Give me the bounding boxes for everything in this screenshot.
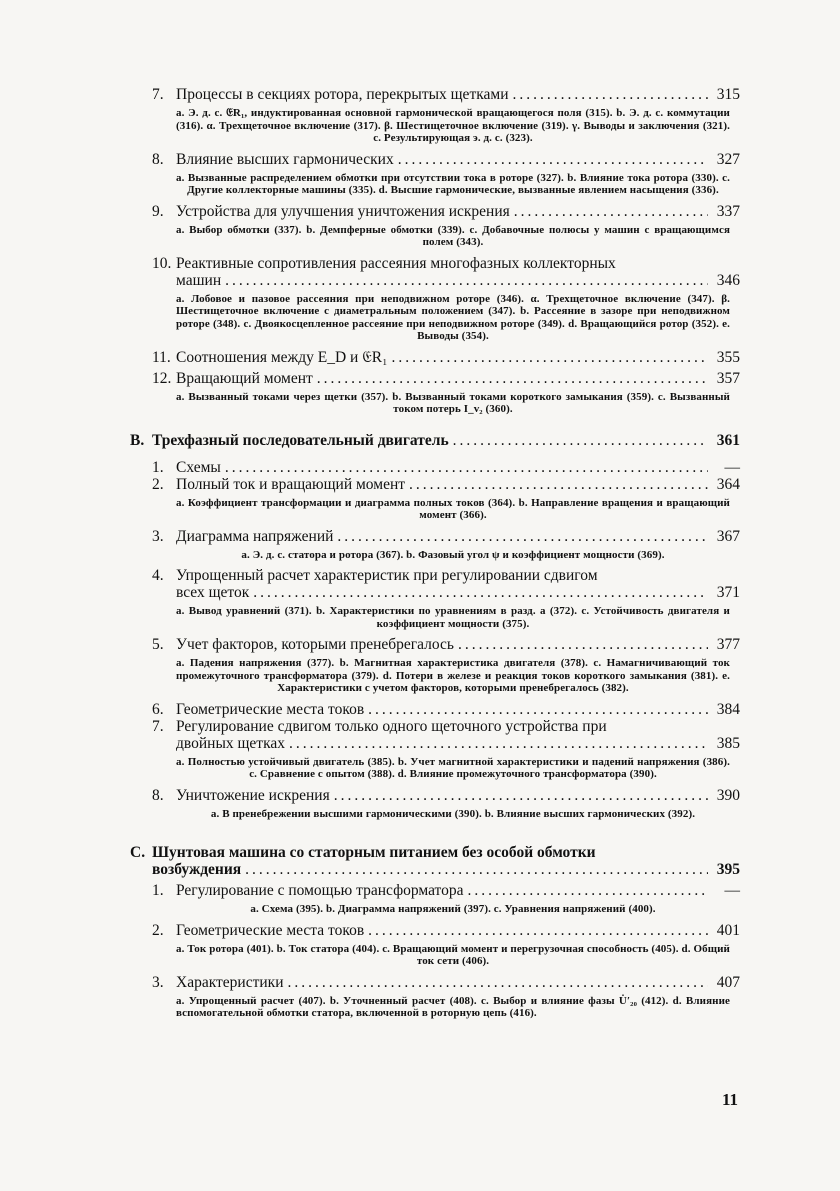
leader-dots xyxy=(453,432,708,449)
leader-dots xyxy=(368,701,708,718)
section-page: 395 xyxy=(716,861,740,878)
entry-page: 355 xyxy=(716,348,740,366)
entry-description: a. Выбор обмотки (337). b. Демпферные обмотки (339). c. Добавочные полюсы у машин с вращающимся полем (343). xyxy=(176,223,730,248)
leader-dots xyxy=(245,861,708,878)
leader-dots xyxy=(368,922,708,939)
entry-number: 7. xyxy=(152,717,164,735)
toc-section-c[interactable] xyxy=(130,844,740,861)
leader-dots xyxy=(317,370,708,387)
section-title: Трехфазный последовательный двигатель xyxy=(152,431,449,449)
entry-title: Характеристики xyxy=(176,973,284,991)
entry-page: 371 xyxy=(716,584,740,601)
leader-dots xyxy=(513,86,709,103)
entry-page: 385 xyxy=(716,734,740,752)
toc-entry[interactable] xyxy=(130,718,740,735)
entry-number: 1. xyxy=(152,882,164,899)
entry-page: 407 xyxy=(716,973,740,991)
section-letter: B. xyxy=(130,431,145,449)
leader-dots xyxy=(398,151,708,168)
entry-number: 3. xyxy=(152,973,164,991)
entry-description: a. Вызванные распределением обмотки при отсутствии тока в роторе (327). b. Влияние тока ротора (330). c. Другие коллекторные машины (335). d. Высшие гармонические, вызванные явлением насыщения (336). xyxy=(176,171,730,196)
leader-dots xyxy=(409,476,708,493)
entry-title: Геометрические места токов xyxy=(176,700,365,718)
entry-number: 5. xyxy=(152,636,164,653)
entry-title-continued: двойных щетках xyxy=(176,734,285,752)
table-of-contents xyxy=(130,86,740,1026)
entry-title: Полный ток и вращающий момент xyxy=(176,475,406,493)
entry-description: a. Вызванный токами через щетки (357). b. Вызванный токами короткого замыкания (359). c. Вызванный током потерь I_v₂ (360). xyxy=(176,390,730,415)
toc-entry[interactable] xyxy=(130,922,740,939)
entry-page: 357 xyxy=(716,369,740,387)
entry-number: 12. xyxy=(152,369,172,387)
entry-description: a. Схема (395). b. Диаграмма напряжений (397). c. Уравнения напряжений (400). xyxy=(250,903,656,915)
entry-title: Схемы xyxy=(176,458,221,476)
entry-number: 4. xyxy=(152,567,164,584)
leader-dots xyxy=(391,349,708,366)
entry-title: Регулирование сдвигом только одного щеточного устройства при xyxy=(176,717,607,735)
leader-dots xyxy=(225,272,708,289)
entry-description: a. Полностью устойчивый двигатель (385). b. Учет магнитной характеристики и падений напряжения (386). c. Сравнение с опытом (388). d. Влияние промежуточного трансформатора (390). xyxy=(176,755,730,780)
entry-page: 401 xyxy=(716,921,740,939)
toc-entry[interactable] xyxy=(130,636,740,653)
entry-description: a. Э. д. с. 𝔈R₁, индуктированная основной гармонической вращающегося поля (315). b. Э. д. с. коммутации (316). α. Трехщеточное включение (317). β. Шестищеточное включение (319). γ. Выводы и заключения (321). c. Результирующая э. д. с. (323). xyxy=(176,107,730,144)
toc-entry[interactable] xyxy=(130,151,740,168)
leader-dots xyxy=(253,584,708,601)
toc-entry[interactable] xyxy=(130,459,740,476)
toc-entry[interactable] xyxy=(130,476,740,493)
leader-dots xyxy=(288,974,708,991)
entry-description: a. Э. д. с. статора и ротора (367). b. Фазовый угол ψ и коэффициент мощности (369). xyxy=(241,548,665,561)
toc-entry[interactable] xyxy=(130,787,740,804)
leader-dots xyxy=(514,203,708,220)
toc-entry[interactable] xyxy=(130,255,740,272)
entry-title: Влияние высших гармонических xyxy=(176,150,394,168)
entry-description: a. Ток ротора (401). b. Ток статора (404). c. Вращающий момент и перегрузочная способность (405). d. Общий ток сети (406). xyxy=(176,942,730,967)
section-title: Шунтовая машина со статорным питанием без особой обмотки xyxy=(152,844,596,861)
entry-title: Уничтожение искрения xyxy=(176,786,330,804)
entry-title: Упрощенный расчет характеристик при регулировании сдвигом xyxy=(176,567,598,584)
entry-title: Регулирование с помощью трансформатора xyxy=(176,882,464,899)
toc-section-c-continuation[interactable] xyxy=(130,861,740,878)
toc-entry[interactable] xyxy=(130,974,740,991)
entry-page: 377 xyxy=(716,636,740,653)
leader-dots xyxy=(334,787,708,804)
entry-page: 346 xyxy=(716,271,740,289)
entry-title: Учет факторов, которыми пренебрегалось xyxy=(176,636,454,653)
entry-title-continued: всех щеток xyxy=(176,584,250,601)
page-number: 11 xyxy=(722,1090,739,1109)
toc-entry[interactable] xyxy=(130,701,740,718)
toc-entry-continuation[interactable] xyxy=(130,584,740,601)
section-letter: C. xyxy=(130,844,146,861)
section-title-continued: возбуждения xyxy=(152,861,242,878)
entry-page: — xyxy=(724,882,740,899)
toc-entry[interactable] xyxy=(130,528,740,545)
toc-section-b[interactable] xyxy=(130,432,740,449)
entry-page: 315 xyxy=(716,86,740,103)
entry-description: a. Вывод уравнений (371). b. Характеристики по уравнениям в разд. a (372). c. Устойчивость двигателя и коэффициент мощности (375). xyxy=(176,605,730,630)
section-page: 361 xyxy=(716,431,740,449)
entry-number: 10. xyxy=(152,254,172,272)
toc-entry[interactable] xyxy=(130,349,740,366)
toc-entry[interactable] xyxy=(130,882,740,899)
entry-number: 2. xyxy=(152,921,164,939)
entry-title: Диаграмма напряжений xyxy=(176,527,334,545)
entry-number: 2. xyxy=(152,475,164,493)
entry-number: 8. xyxy=(152,150,164,168)
entry-description: a. Упрощенный расчет (407). b. Уточненный расчет (408). c. Выбор и влияние фазы U̇′₂₀ (412). d. Влияние вспомогательной обмотки статора, включенной в роторную цепь (416). xyxy=(176,994,730,1019)
entry-number: 3. xyxy=(152,527,164,545)
leader-dots xyxy=(458,636,708,653)
entry-number: 1. xyxy=(152,458,164,476)
toc-entry[interactable] xyxy=(130,567,740,584)
entry-title: Устройства для улучшения уничтожения искрения xyxy=(176,202,510,220)
entry-title: Реактивные сопротивления рассеяния многофазных коллекторных xyxy=(176,254,616,272)
toc-entry-continuation[interactable] xyxy=(130,272,740,289)
toc-entry[interactable] xyxy=(130,86,740,103)
entry-description: a. Коэффициент трансформации и диаграмма полных токов (364). b. Направление вращения и вращающий момент (366). xyxy=(176,496,730,521)
entry-description: a. В пренебрежении высшими гармоническими (390). b. Влияние высших гармонических (392). xyxy=(210,807,696,820)
toc-entry-continuation[interactable] xyxy=(130,735,740,752)
entry-title: Процессы в секциях ротора, перекрытых щетками xyxy=(176,86,509,103)
entry-number: 11. xyxy=(152,348,171,366)
entry-page: 367 xyxy=(716,527,740,545)
entry-title: Соотношения между E_D и 𝔈R₁ xyxy=(176,348,388,366)
leader-dots xyxy=(289,735,708,752)
entry-number: 7. xyxy=(152,86,164,103)
entry-page: 390 xyxy=(716,786,740,804)
entry-number: 8. xyxy=(152,786,164,804)
entry-description: a. Лобовое и пазовое рассеяния при неподвижном роторе (346). α. Трехщеточное включение (347). β. Шестищеточное включение с диаметральным положением (347). b. Рассеяние в зазоре при неподвижном роторе (348). c. Двоякосцепленное рассеяние при неподвижном роторе (349). d. Вращающийся ротор (352). e. Выводы (354). xyxy=(176,292,730,342)
entry-number: 6. xyxy=(152,700,164,718)
toc-entry[interactable] xyxy=(130,203,740,220)
entry-page: 384 xyxy=(716,700,740,718)
entry-number: 9. xyxy=(152,202,164,220)
entry-title-continued: машин xyxy=(176,271,222,289)
entry-page: 364 xyxy=(716,475,740,493)
leader-dots xyxy=(337,528,708,545)
entry-page: 337 xyxy=(716,202,740,220)
entry-page: — xyxy=(724,458,740,476)
leader-dots xyxy=(468,882,708,899)
toc-entry[interactable] xyxy=(130,370,740,387)
leader-dots xyxy=(225,459,708,476)
entry-page: 327 xyxy=(716,150,740,168)
entry-title: Вращающий момент xyxy=(176,369,313,387)
entry-title: Геометрические места токов xyxy=(176,921,365,939)
entry-description: a. Падения напряжения (377). b. Магнитная характеристика двигателя (378). c. Намагничивающий ток промежуточного трансформатора (379). d. Потери в железе и реакция токов короткого замыкания (381). e. Характеристики с учетом факторов, которыми пренебрегалось (382). xyxy=(176,657,730,694)
